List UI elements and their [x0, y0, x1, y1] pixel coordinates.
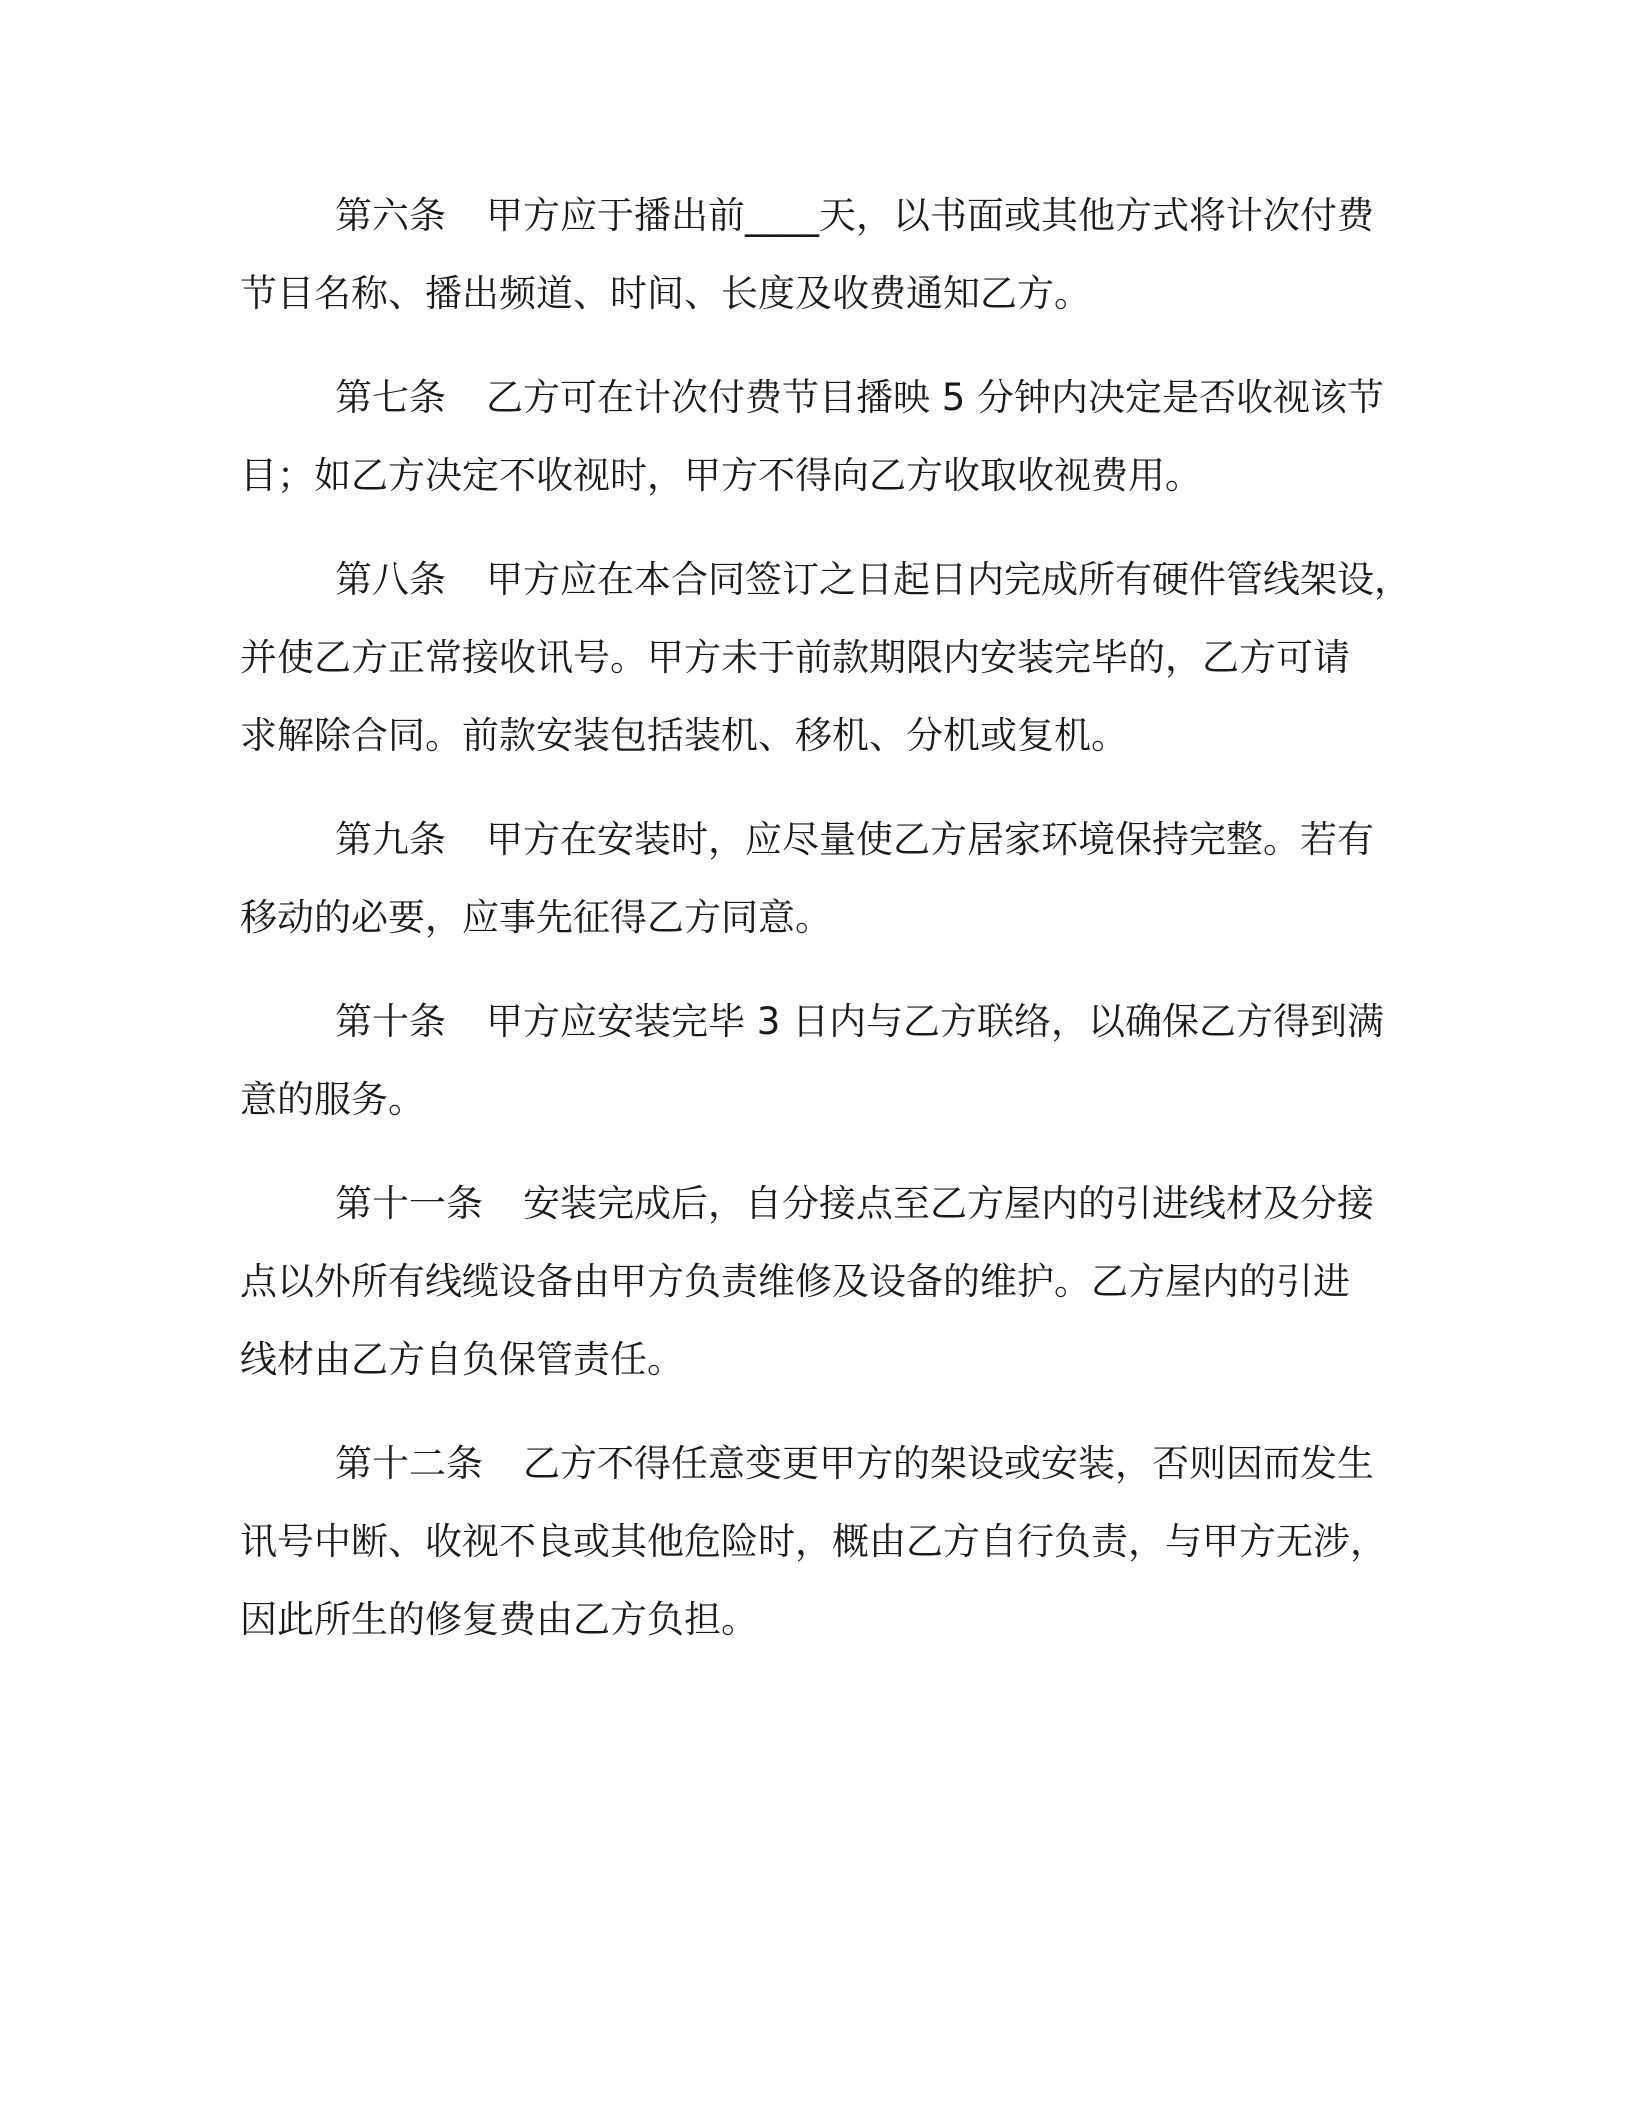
article-text: 节目名称、播出频道、时间、长度及收费通知乙方。 [240, 272, 1091, 315]
article-text: 乙方可在计次付费节目播映 5 分钟内决定是否收视该节 [486, 376, 1385, 419]
article-text: 求解除合同。前款安装包括装机、移机、分机或复机。 [240, 714, 1128, 757]
article-first-line [240, 541, 1411, 619]
article-number: 第八条 [335, 558, 446, 601]
article-first-line [240, 1165, 1400, 1243]
article-first-line [240, 359, 1400, 437]
article-text: 移动的必要，应事先征得乙方同意。 [240, 896, 832, 939]
article-text: 因此所生的修复费由乙方负担。 [240, 1598, 758, 1641]
article-text: 目；如乙方决定不收视时，甲方不得向乙方收取收视费用。 [240, 454, 1202, 497]
article-11 [240, 1165, 1400, 1399]
article-text: 甲方应于播出前____天，以书面或其他方式将计次付费 [486, 194, 1374, 237]
article-text: 意的服务。 [240, 1078, 425, 1121]
article-9 [240, 801, 1400, 957]
article-number: 第七条 [335, 376, 446, 419]
article-text: 安装完成后，自分接点至乙方屋内的引进线材及分接 [523, 1182, 1374, 1225]
article-text: 线材由乙方自负保管责任。 [240, 1338, 684, 1381]
article-number: 第六条 [335, 194, 446, 237]
article-7 [240, 359, 1400, 515]
article-number: 第九条 [335, 818, 446, 861]
article-8 [240, 541, 1411, 775]
article-number: 第十一条 [335, 1182, 483, 1225]
article-number: 第十条 [335, 1000, 446, 1043]
article-text: 乙方不得任意变更甲方的架设或安装，否则因而发生 [523, 1442, 1374, 1485]
article-10 [240, 983, 1400, 1139]
article-text: 讯号中断、收视不良或其他危险时，概由乙方自行负责，与甲方无涉， [240, 1520, 1387, 1563]
article-12 [240, 1425, 1400, 1659]
article-text: 并使乙方正常接收讯号。甲方未于前款期限内安装完毕的，乙方可请 [240, 636, 1350, 679]
article-first-line [240, 801, 1400, 879]
article-first-line [240, 177, 1400, 255]
article-text: 甲方应安装完毕 3 日内与乙方联络，以确保乙方得到满 [486, 1000, 1385, 1043]
article-number: 第十二条 [335, 1442, 483, 1485]
article-text: 甲方在安装时，应尽量使乙方居家环境保持完整。若有 [486, 818, 1374, 861]
article-6 [240, 177, 1400, 333]
article-text: 甲方应在本合同签订之日起日内完成所有硬件管线架设， [486, 558, 1411, 601]
article-text: 点以外所有线缆设备由甲方负责维修及设备的维护。乙方屋内的引进 [240, 1260, 1350, 1303]
article-first-line [240, 983, 1400, 1061]
article-first-line [240, 1425, 1400, 1503]
